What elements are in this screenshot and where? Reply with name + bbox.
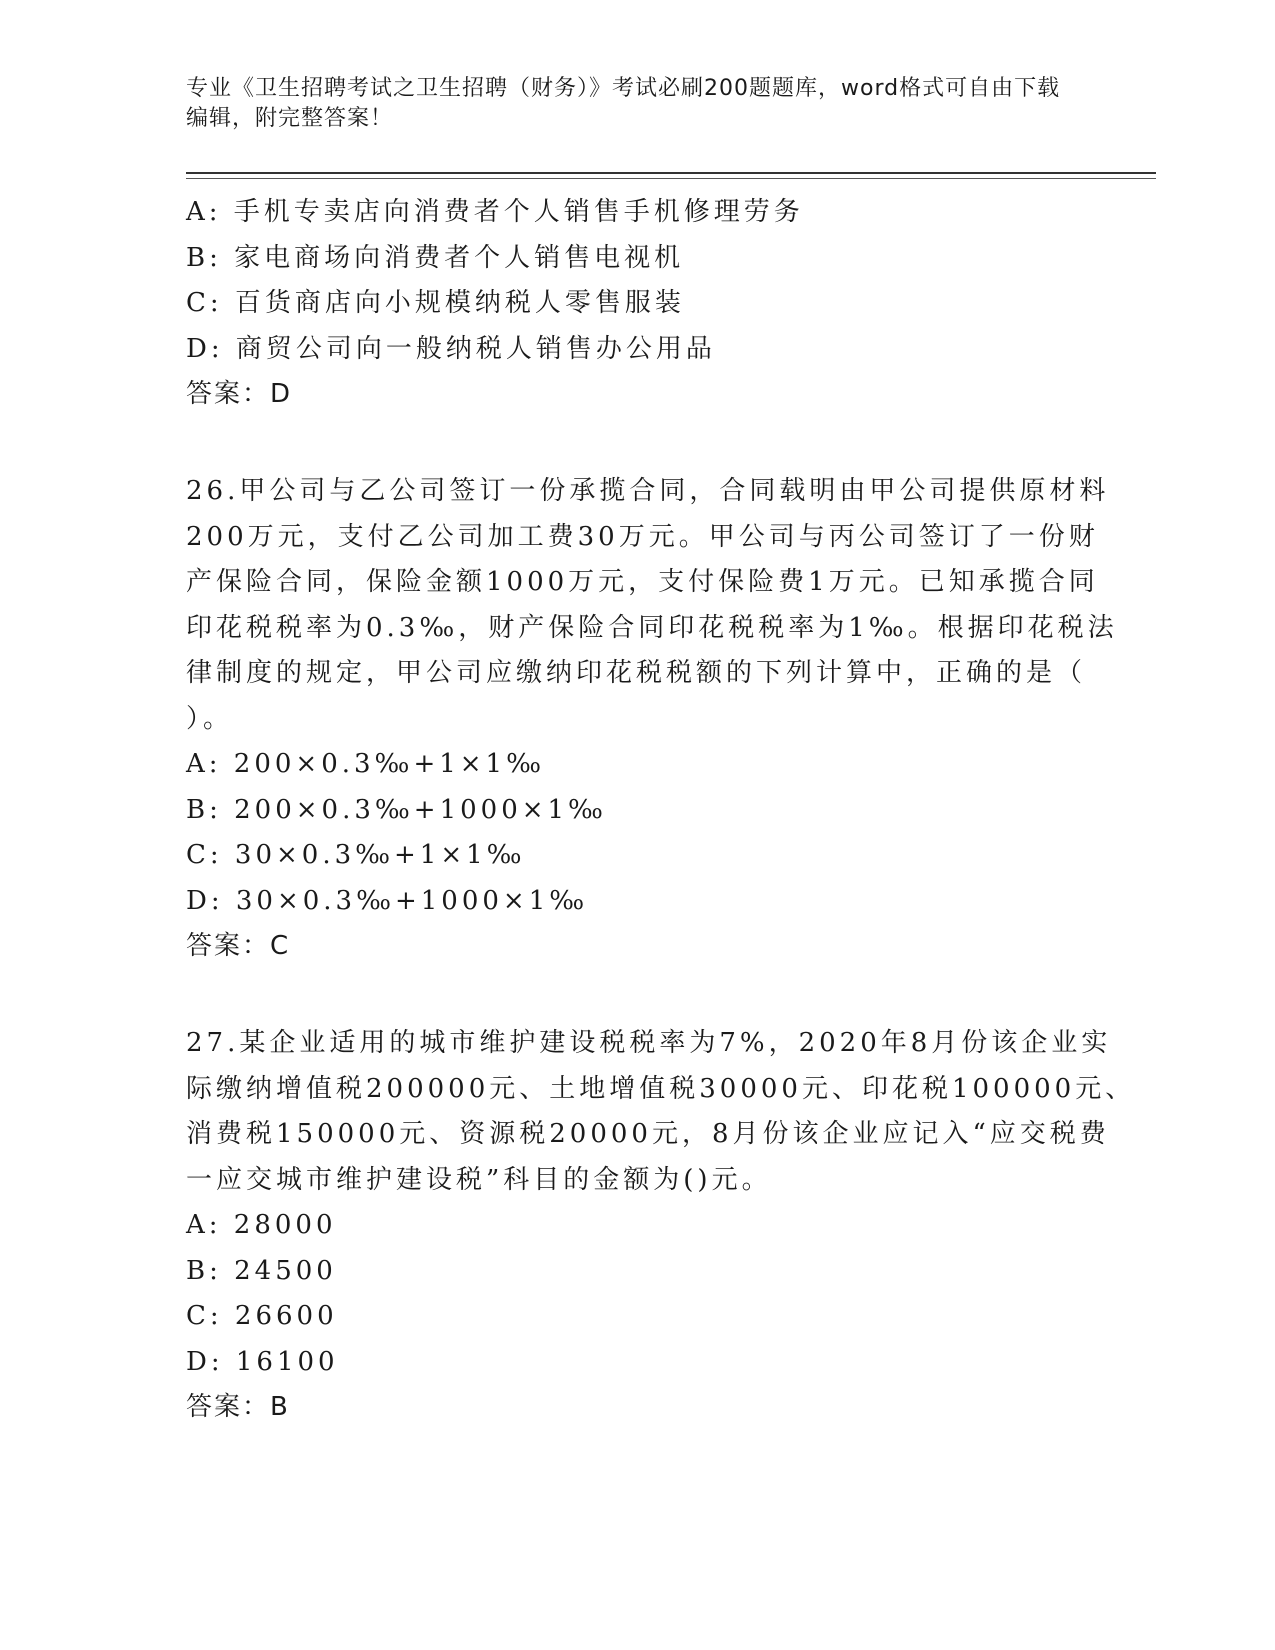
option-b: B: 24500 <box>186 1255 337 1286</box>
stem-line: 消费税150000元、资源税20000元，8月份该企业应记入“应交税费 <box>186 1119 1110 1149</box>
option-d: D: 30×0.3‰+1000×1‰ <box>186 885 589 916</box>
question-stem <box>186 469 1118 742</box>
stem-line: 印花税税率为0.3‰，财产保险合同印花税税率为1‰。根据印花税法 <box>186 612 1118 643</box>
document-body <box>186 190 1136 1431</box>
option-b: B: 家电商场向消费者个人销售电视机 <box>186 242 685 273</box>
stem-line: 200万元，支付乙公司加工费30万元。甲公司与丙公司签订了一份财 <box>186 521 1099 552</box>
header-divider-thin <box>186 178 1156 179</box>
stem-line: 产保险合同，保险金额1000万元，支付保险费1万元。已知承揽合同 <box>186 567 1099 597</box>
question-25-continuation <box>186 190 1086 418</box>
option-d: D: 商贸公司向一般纳税人销售办公用品 <box>186 333 716 364</box>
question-26 <box>186 469 1118 970</box>
option-d: D: 16100 <box>186 1346 339 1377</box>
document-header: 专业《卫生招聘考试之卫生招聘（财务）》考试必刷200题题库，word格式可自由下载编辑，附完整答案！ <box>186 76 1061 131</box>
stem-line: 一应交城市维护建设税”科目的金额为()元。 <box>186 1164 772 1195</box>
header-divider-thick <box>186 172 1156 174</box>
stem-line: ）。 <box>186 703 234 734</box>
option-c: C: 30×0.3‰+1×1‰ <box>186 840 526 870</box>
option-b: B: 200×0.3‰+1000×1‰ <box>186 794 607 825</box>
option-a: A: 28000 <box>186 1210 337 1240</box>
question-27 <box>186 1021 1136 1431</box>
stem-line: 27.某企业适用的城市维护建设税税率为7%，2020年8月份该企业实 <box>186 1028 1112 1058</box>
answer-line: 答案：B <box>186 1392 290 1422</box>
answer-line: 答案：C <box>186 931 291 961</box>
option-a: A: 手机专卖店向消费者个人销售手机修理劳务 <box>186 197 804 227</box>
stem-line: 律制度的规定，甲公司应缴纳印花税税额的下列计算中，正确的是（ <box>186 658 1087 688</box>
option-a: A: 200×0.3‰+1×1‰ <box>186 749 545 779</box>
option-c: C: 百货商店向小规模纳税人零售服装 <box>186 288 685 318</box>
answer-line: 答案：D <box>186 379 293 409</box>
stem-line: 际缴纳增值税200000元、土地增值税30000元、印花税100000元、 <box>186 1073 1136 1104</box>
question-stem <box>186 1021 1136 1203</box>
option-c: C: 26600 <box>186 1301 338 1331</box>
stem-line: 26.甲公司与乙公司签订一份承揽合同，合同载明由甲公司提供原材料 <box>186 476 1110 506</box>
